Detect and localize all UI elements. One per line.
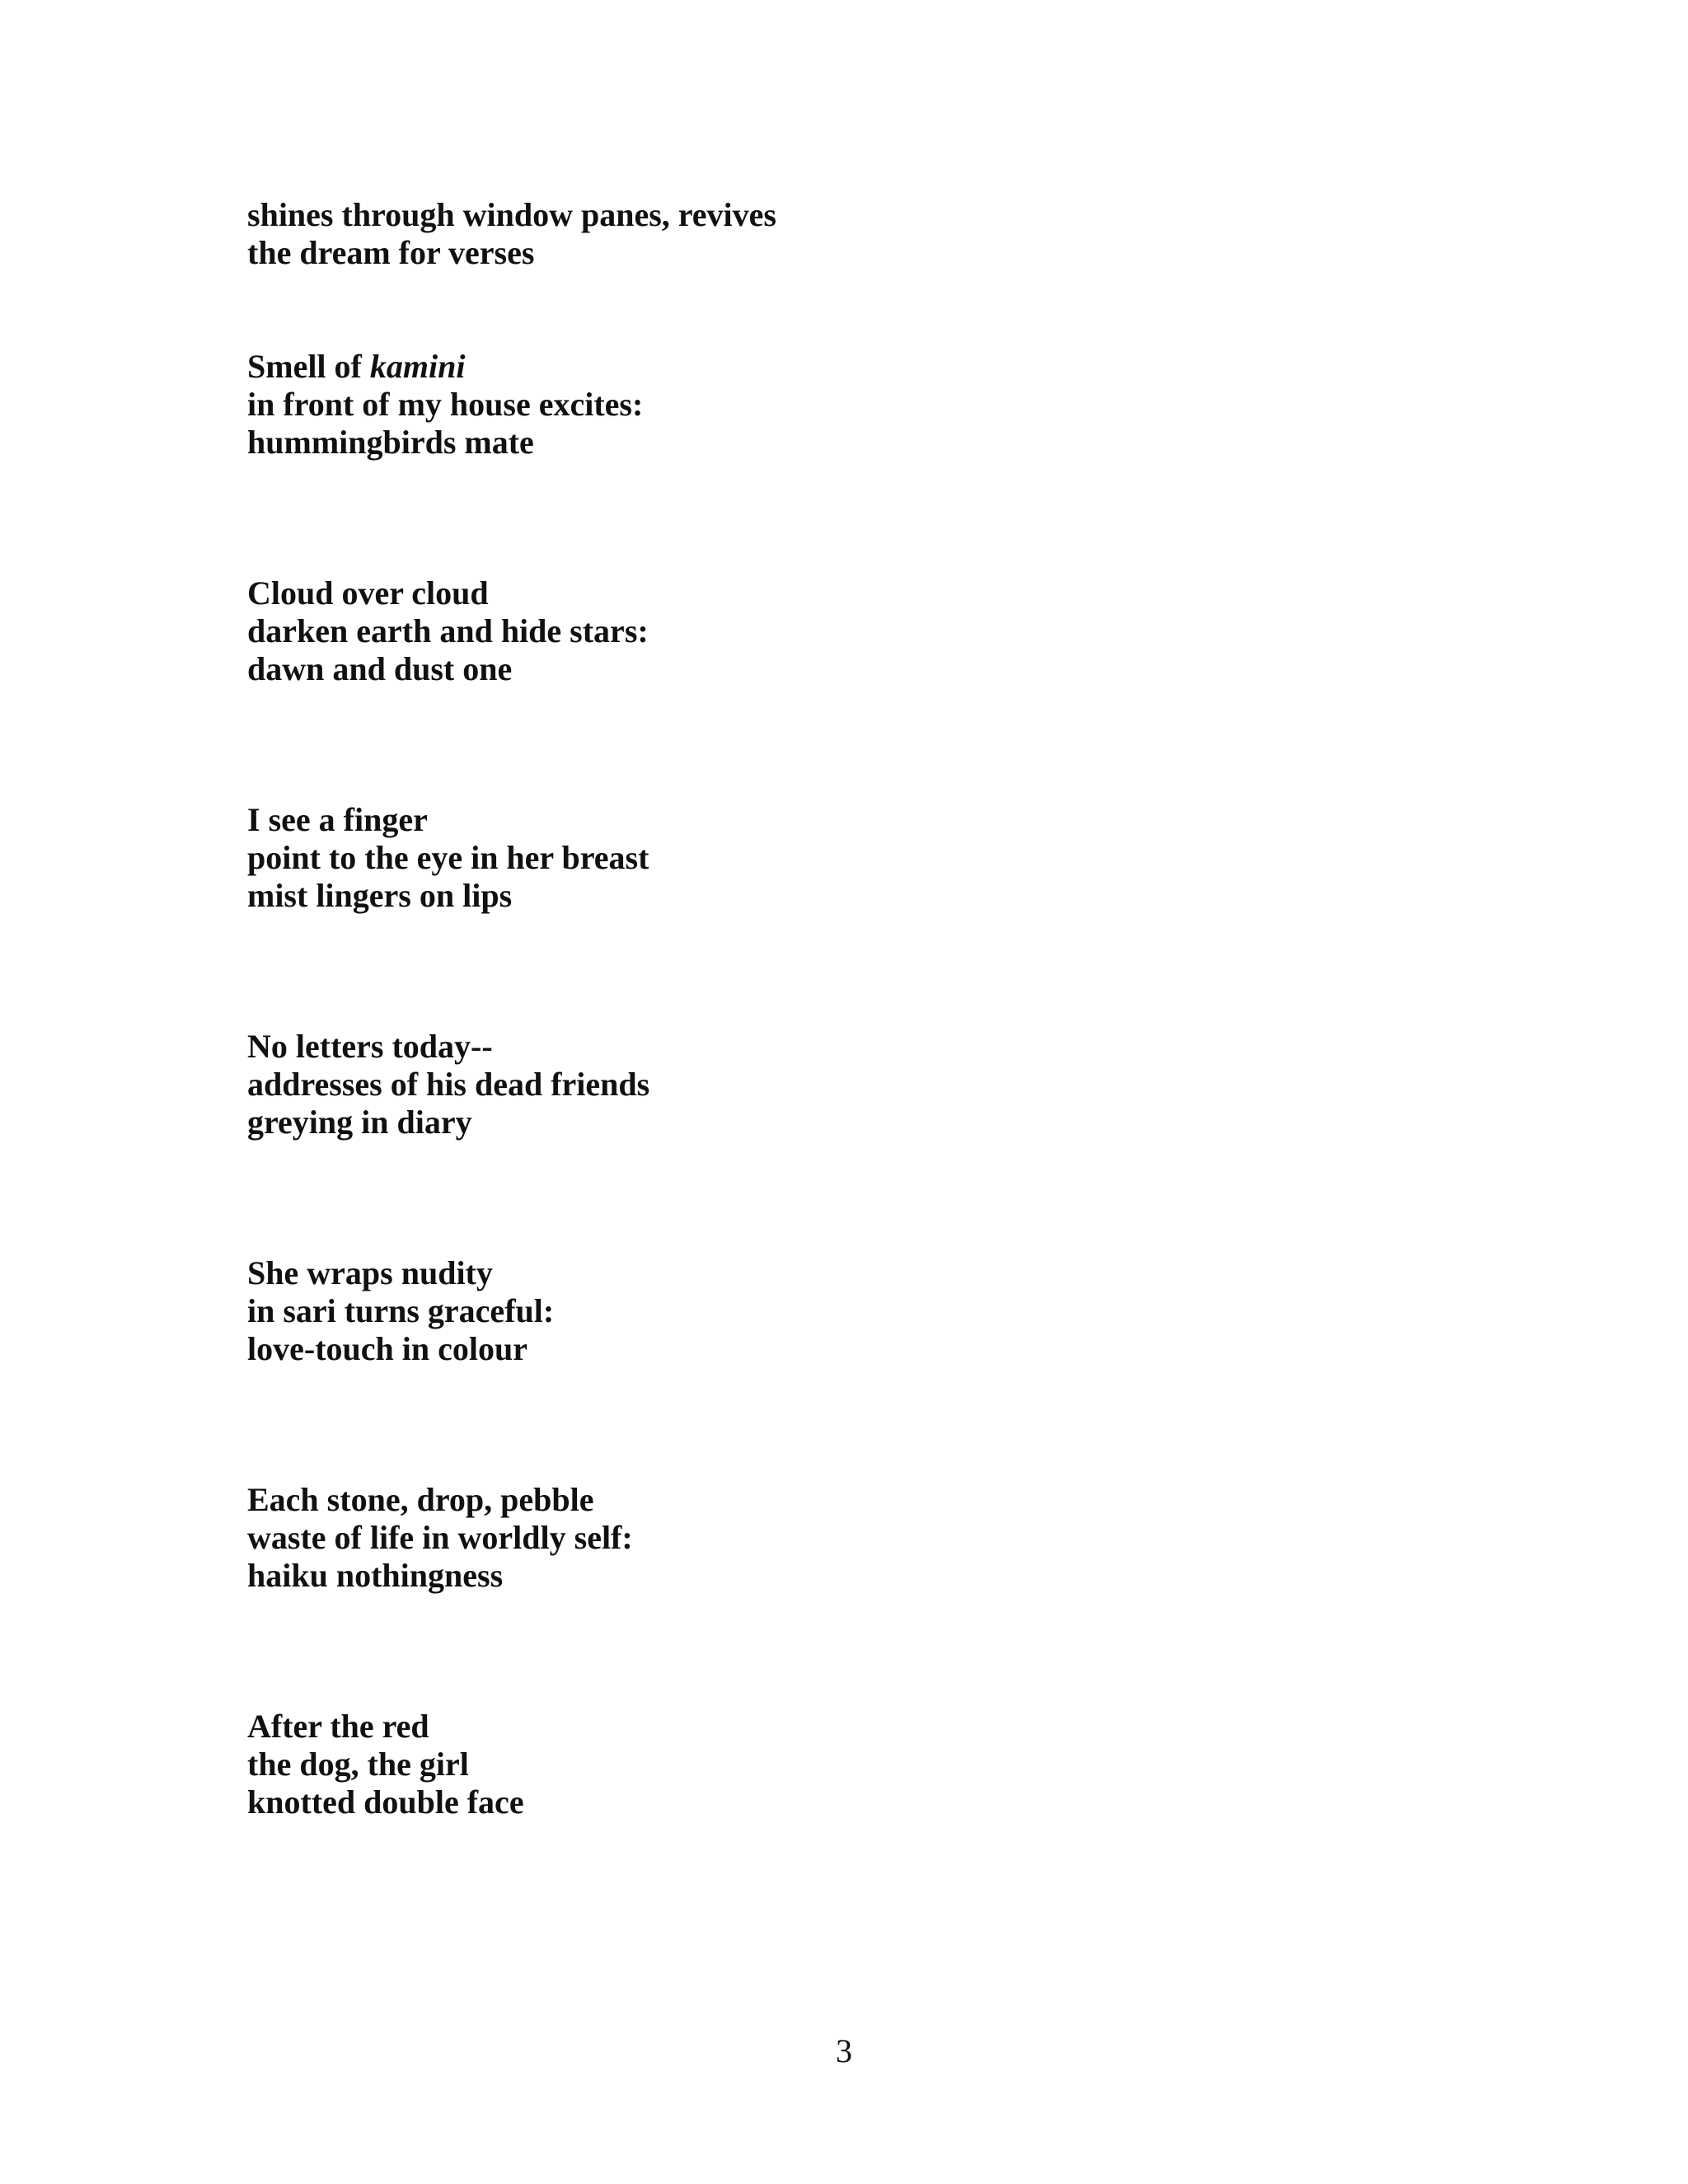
stanza-line: No letters today--: [247, 1028, 493, 1065]
haiku-stanza-2: [247, 348, 643, 462]
stanza-line: in front of my house excites:: [247, 386, 644, 423]
stanza-line: greying in diary: [247, 1104, 472, 1141]
stanza-line: After the red: [247, 1708, 429, 1745]
italic-word: kamini: [369, 348, 466, 385]
stanza-line: haiku nothingness: [247, 1557, 504, 1594]
stanza-line: She wraps nudity: [247, 1254, 493, 1291]
haiku-stanza-6: [247, 1254, 554, 1368]
stanza-line: the dog, the girl: [247, 1746, 469, 1783]
haiku-stanza-7: [247, 1481, 633, 1595]
stanza-line: addresses of his dead friends: [247, 1066, 650, 1103]
haiku-stanza-5: [247, 1028, 649, 1141]
stanza-line: Cloud over cloud: [247, 574, 489, 612]
stanza-line: darken earth and hide stars:: [247, 612, 649, 649]
stanza-line: [247, 348, 643, 386]
stanza-line: love-touch in colour: [247, 1330, 528, 1367]
stanza-line: Each stone, drop, pebble: [247, 1481, 594, 1518]
stanza-line: in sari turns graceful:: [247, 1292, 555, 1329]
stanza-line: waste of life in worldly self:: [247, 1519, 633, 1556]
stanza-line: shines through window panes, revives: [247, 196, 776, 233]
haiku-stanza-8: [247, 1708, 524, 1821]
stanza-line-prefix: Smell of: [247, 348, 370, 385]
stanza-line: mist lingers on lips: [247, 877, 513, 914]
stanza-line: I see a finger: [247, 801, 428, 838]
stanza-line: dawn and dust one: [247, 650, 513, 687]
stanza-line: hummingbirds mate: [247, 424, 534, 461]
haiku-stanza-1: [247, 196, 776, 272]
stanza-line: knotted double face: [247, 1783, 524, 1821]
stanza-line: the dream for verses: [247, 234, 535, 271]
haiku-stanza-4: [247, 801, 649, 915]
stanza-line: point to the eye in her breast: [247, 839, 649, 876]
haiku-stanza-3: [247, 574, 649, 688]
page-number: 3: [836, 2032, 852, 2069]
